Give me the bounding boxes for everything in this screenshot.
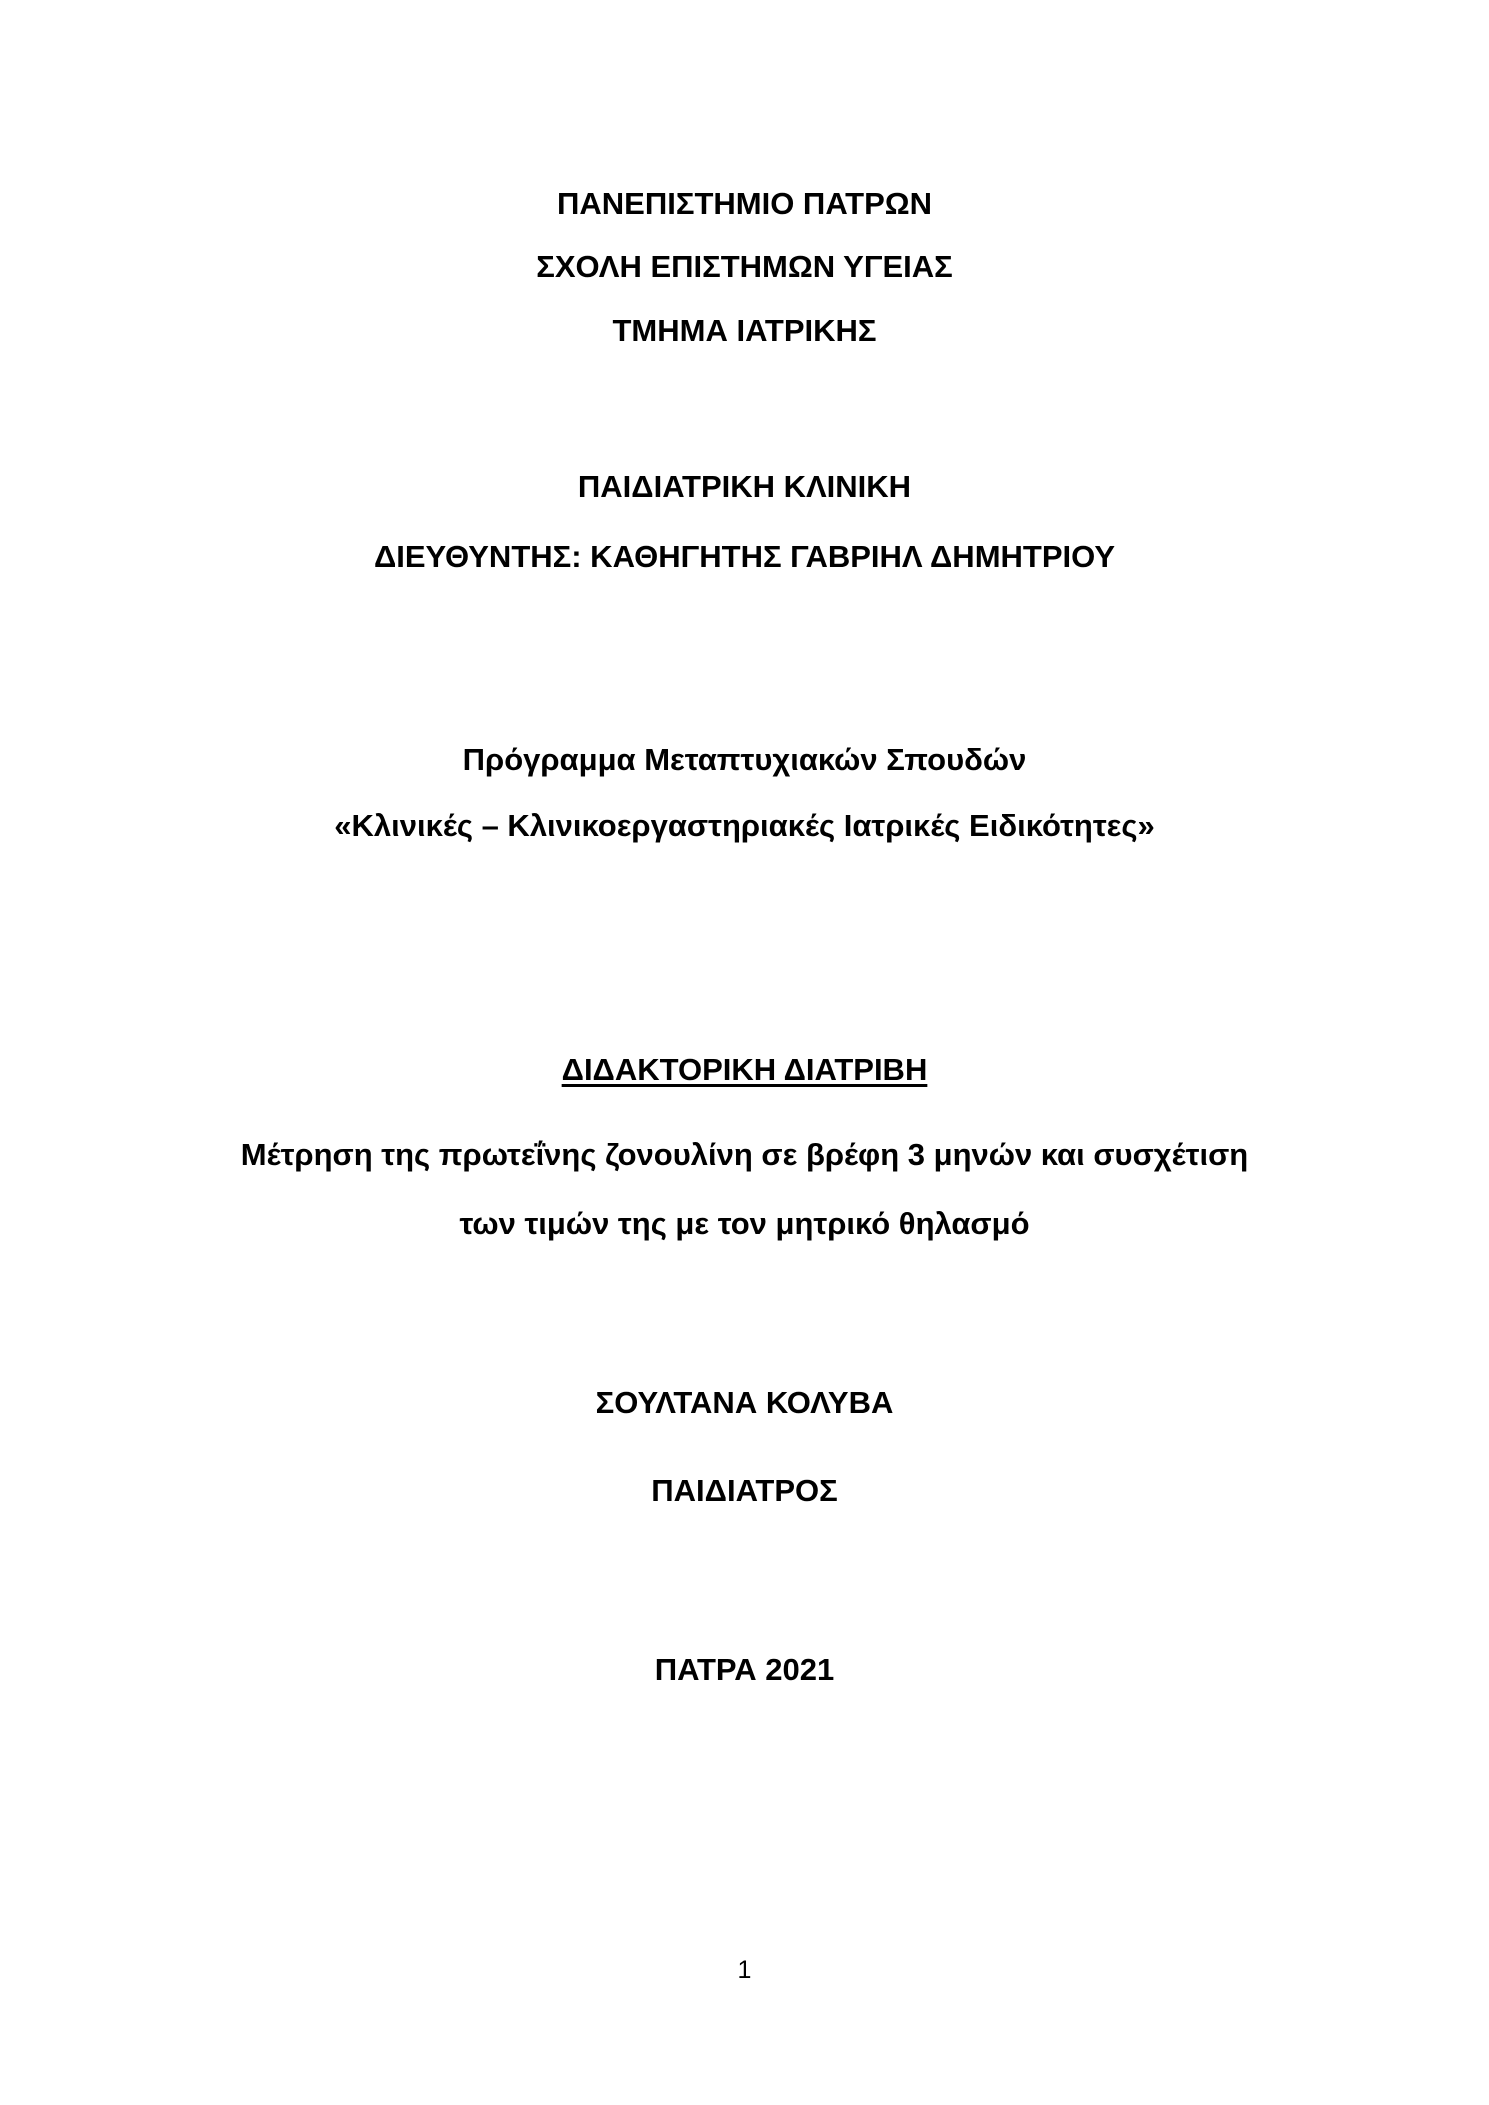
thesis-type: ΔΙΔΑΚΤΟΡΙΚΗ ΔΙΑΤΡΙΒΗ	[561, 1052, 928, 1087]
university-name: ΠΑΝΕΠΙΣΤΗΜΙΟ ΠΑΤΡΩΝ	[557, 186, 932, 221]
place-year: ΠΑΤΡΑ 2021	[654, 1652, 835, 1687]
school-name: ΣΧΟΛΗ ΕΠΙΣΤΗΜΩΝ ΥΓΕΙΑΣ	[536, 249, 953, 284]
author-name: ΣΟΥΛΤΑΝΑ ΚΟΛΥΒΑ	[595, 1385, 894, 1420]
clinic-director: ΔΙΕΥΘΥΝΤΗΣ: ΚΑΘΗΓΗΤΗΣ ΓΑΒΡΙΗΛ ΔΗΜΗΤΡΙΟΥ	[373, 539, 1116, 574]
program-specialties: «Κλινικές – Κλινικοεργαστηριακές Ιατρικές Ειδικότητες»	[334, 808, 1155, 843]
thesis-title-line-1: Μέτρηση της πρωτεΐνης ζονουλίνη σε βρέφη 3 μηνών και συσχέτιση	[240, 1137, 1249, 1172]
clinic-name: ΠΑΙΔΙΑΤΡΙΚΗ ΚΛΙΝΙΚΗ	[577, 469, 912, 504]
page-number: 1	[737, 1956, 752, 1984]
department-name: ΤΜΗΜΑ ΙΑΤΡΙΚΗΣ	[612, 313, 877, 348]
program-name: Πρόγραμμα Μεταπτυχιακών Σπουδών	[462, 742, 1027, 777]
thesis-title-line-2: των τιμών της με τον μητρικό θηλασμό	[459, 1206, 1030, 1241]
author-title: ΠΑΙΔΙΑΤΡΟΣ	[651, 1473, 838, 1508]
